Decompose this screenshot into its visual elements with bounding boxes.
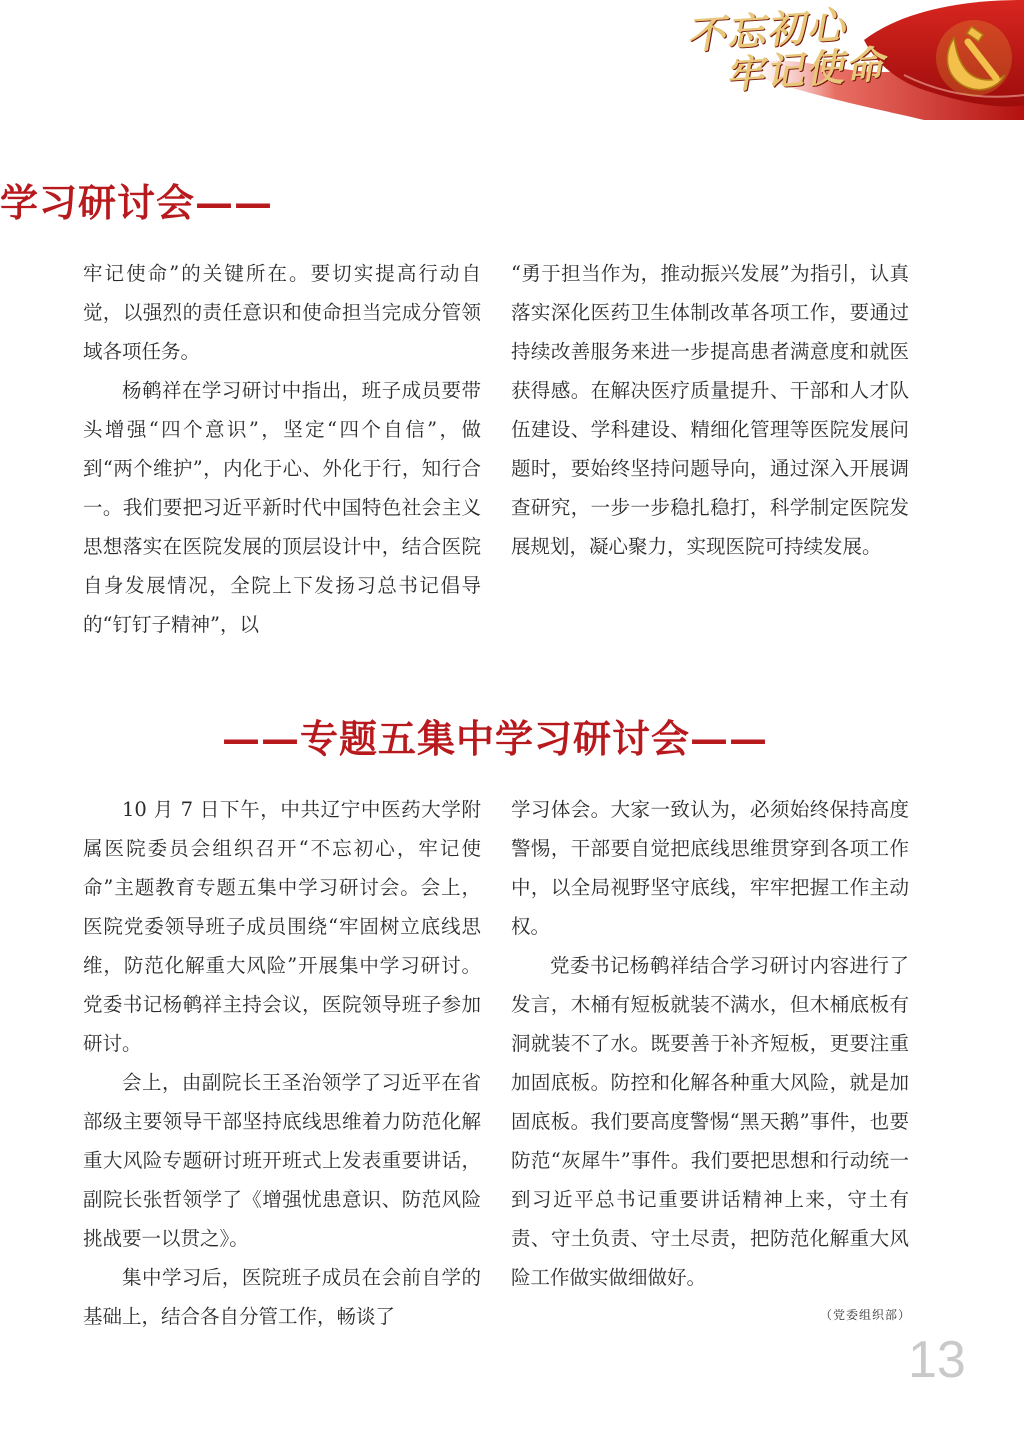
page-number: 13 <box>908 1331 966 1389</box>
article-source: （党委组织部） <box>820 1308 912 1322</box>
paragraph: 牢记使命”的关键所在。要切实提高行动自觉，以强烈的责任意识和使命担当完成分管领域各项任务。 <box>83 262 481 363</box>
banner-motto <box>685 1 890 99</box>
paragraph: 10 月 7 日下午，中共辽宁中医药大学附属医院委员会组织召开“不忘初心，牢记使命”主题教育专题五集中学习研讨会。会上，医院党委领导班子成员围绕“牢固树立底线思维，防范化解重大风险”开展集中学习研讨。党委书记杨鹌祥主持会议，医院领导班子参加研讨。 <box>83 798 481 1055</box>
paragraph: 党委书记杨鹌祥结合学习研讨内容进行了发言，木桶有短板就装不满水，但木桶底板有洞就装不了水。既要善于补齐短板，更要注重加固底板。防控和化解各种重大风险，就是加固底板。我们要高度警惕“黑天鹅”事件，也要防范“灰犀牛”事件。我们要把思想和行动统一到习近平总书记重要讲话精神上来，守土有责、守土负责、守土尽责，把防范化解重大风险工作做实做细做好。 <box>511 954 909 1289</box>
motto-line-2: 牢记使命 <box>724 41 887 98</box>
paragraph: “勇于担当作为，推动振兴发展”为指引，认真落实深化医药卫生体制改革各项工作，要通过持续改善服务来进一步提高患者满意度和就医获得感。在解决医疗质量提升、干部和人才队伍建设、学科建设、精细化管理等医院发展问题时，要始终坚持问题导向，通过深入开展调查研究，一步一步稳扎稳打，科学制定医院发展规划，凝心聚力，实现医院可持续发展。 <box>511 262 909 558</box>
paragraph: 学习体会。大家一致认为，必须始终保持高度警惕，干部要自觉把底线思维贯穿到各项工作中，以全局视野坚守底线，牢牢把握工作主动权。 <box>511 798 909 938</box>
section-2-heading: ——专题五集中学习研讨会—— <box>222 716 769 761</box>
section-2-left-column <box>83 790 481 1336</box>
motto-line-1: 不忘初心 <box>685 1 848 58</box>
paragraph: 杨鹌祥在学习研讨中指出，班子成员要带头增强“四个意识”，坚定“四个自信”，做到“两个维护”，内化于心、外化于行，知行合一。我们要把习近平新时代中国特色社会主义思想落实在医院发展的顶层设计中，结合医院自身发展情况，全院上下发扬习总书记倡导的“钉钉子精神”，以 <box>83 379 481 636</box>
paragraph: 集中学习后，医院班子成员在会前自学的基础上，结合各自分管工作，畅谈了 <box>83 1266 481 1328</box>
paragraph: 会上，由副院长王圣治领学了习近平在省部级主要领导干部坚持底线思维着力防范化解重大风险专题研讨班开班式上发表重要讲话，副院长张哲领学了《增强忧患意识、防范风险挑战要一以贯之》。 <box>83 1071 481 1250</box>
section-1-heading: 学习研讨会—— <box>0 180 274 225</box>
section-2-right-column <box>511 790 909 1297</box>
section-1-left-column <box>83 254 481 644</box>
party-emblem-icon <box>924 8 1024 108</box>
section-1-right-column <box>511 254 909 566</box>
